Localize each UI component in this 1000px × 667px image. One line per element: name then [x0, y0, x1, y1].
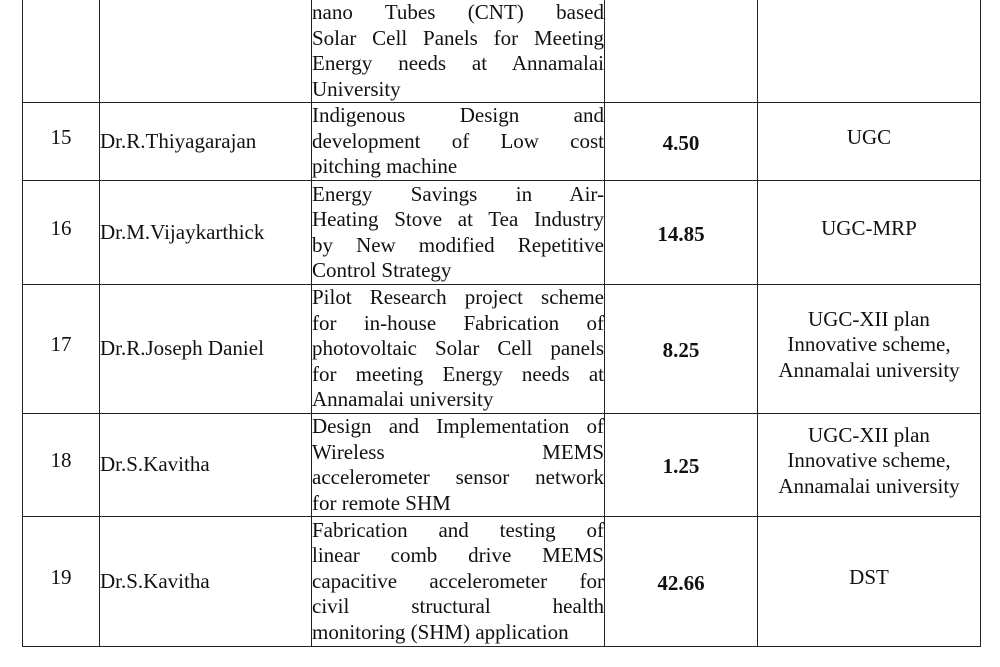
investigator-name: Dr.M.Vijaykarthick — [100, 219, 265, 244]
project-title-line: Control Strategy — [312, 258, 452, 282]
project-title-line: by New modified Repetitive — [312, 232, 604, 257]
investigator-name: Dr.R.Thiyagarajan — [100, 128, 257, 153]
project-title-line: Annamalai university — [312, 387, 494, 412]
amount-value: 8.25 — [662, 338, 700, 363]
investigator-name-cell — [100, 103, 312, 181]
funding-agency-line: Annamalai university — [778, 473, 960, 498]
project-title-line: civil structural health — [312, 594, 604, 619]
project-title-line: nano Tubes (CNT) based — [312, 0, 604, 24]
amount-value: 14.85 — [657, 221, 705, 246]
funding-agency-cell — [758, 181, 981, 285]
investigator-name: Dr.S.Kavitha — [100, 452, 210, 477]
projects-table-body — [23, 0, 981, 647]
serial-number-cell — [23, 517, 100, 647]
project-title-line: Solar Cell Panels for Meeting — [312, 25, 604, 50]
project-title-line: pitching machine — [312, 154, 458, 179]
project-title-cell — [312, 0, 605, 103]
funding-agency-line: Innovative scheme, — [787, 332, 951, 357]
funding-agency-cell — [758, 414, 981, 517]
serial-number: 15 — [50, 124, 72, 149]
amount-cell — [605, 414, 758, 517]
project-title-line: Energy Savings in Air- — [312, 181, 604, 206]
investigator-name-cell — [100, 517, 312, 647]
serial-number: 16 — [50, 215, 72, 240]
amount-value: 1.25 — [662, 454, 700, 479]
project-title-line: Design and Implementation of — [312, 414, 604, 438]
investigator-name: Dr.S.Kavitha — [100, 568, 210, 593]
project-title-line: Energy needs at Annamalai — [312, 51, 604, 75]
amount-cell — [605, 103, 758, 181]
funding-agency-cell — [758, 285, 981, 414]
amount-cell — [605, 181, 758, 285]
project-title-line: development of Low cost — [312, 128, 604, 153]
amount-value: 4.50 — [662, 130, 700, 155]
project-title-line: Heating Stove at Tea Industry — [312, 207, 604, 231]
table-row — [23, 181, 981, 285]
project-title-line: Pilot Research project scheme — [312, 285, 604, 310]
investigator-name: Dr.R.Joseph Daniel — [100, 336, 264, 361]
project-title-line: photovoltaic Solar Cell panels — [312, 336, 604, 361]
investigator-name-cell — [100, 0, 312, 103]
funding-agency-line: UGC-MRP — [821, 215, 917, 240]
table-row — [23, 285, 981, 414]
serial-number: 17 — [50, 332, 72, 357]
serial-number-cell — [23, 181, 100, 285]
funding-agency-line: UGC — [846, 124, 892, 149]
funding-agency-line: Innovative scheme, — [787, 448, 951, 473]
amount-value: 42.66 — [657, 570, 705, 595]
investigator-name-cell — [100, 285, 312, 414]
funding-agency-line: UGC-XII plan — [808, 422, 930, 447]
serial-number: 19 — [50, 564, 72, 589]
funding-agency-cell — [758, 103, 981, 181]
funding-agency-cell — [758, 517, 981, 647]
project-title-cell — [312, 414, 605, 517]
investigator-name-cell — [100, 414, 312, 517]
investigator-name-cell — [100, 181, 312, 285]
project-title-line: for in-house Fabrication of — [312, 310, 604, 335]
funding-agency-line: UGC-XII plan — [808, 306, 930, 331]
funding-agency-line: Annamalai university — [778, 357, 960, 382]
project-title-line: University — [312, 76, 401, 101]
funding-agency-cell — [758, 0, 981, 103]
serial-number-cell — [23, 103, 100, 181]
project-title-line: Indigenous Design and — [312, 103, 604, 128]
funding-agency-line: DST — [849, 564, 889, 589]
project-title-line: Fabrication and testing of — [312, 517, 604, 542]
project-title-cell — [312, 285, 605, 414]
serial-number-cell — [23, 0, 100, 103]
projects-table — [22, 0, 981, 647]
serial-number-cell — [23, 414, 100, 517]
project-title-line: monitoring (SHM) application — [312, 619, 569, 644]
amount-cell — [605, 517, 758, 647]
table-row — [23, 103, 981, 181]
serial-number: 18 — [50, 448, 72, 473]
amount-cell — [605, 285, 758, 414]
project-title-line: linear comb drive MEMS — [312, 543, 604, 568]
project-title-cell — [312, 103, 605, 181]
project-title-line: accelerometer sensor network — [312, 465, 604, 489]
table-row — [23, 0, 981, 103]
project-title-line: for remote SHM — [312, 490, 451, 515]
project-title-line: Wireless MEMS — [312, 439, 604, 464]
amount-cell — [605, 0, 758, 103]
table-row — [23, 517, 981, 647]
project-title-cell — [312, 517, 605, 647]
serial-number-cell — [23, 285, 100, 414]
table-row — [23, 414, 981, 517]
project-title-cell — [312, 181, 605, 285]
project-title-line: capacitive accelerometer for — [312, 568, 604, 593]
project-title-line: for meeting Energy needs at — [312, 361, 604, 386]
